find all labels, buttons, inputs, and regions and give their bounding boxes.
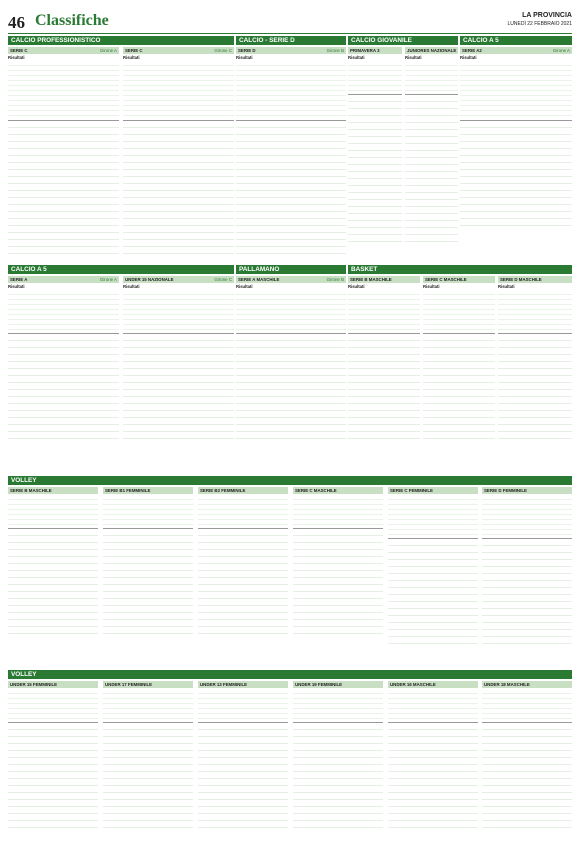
results-list <box>236 61 346 117</box>
group-header: UNDER 13 FEMMINILE <box>198 681 288 688</box>
group-header: SERIE C FEMMINILE <box>388 487 478 494</box>
col-serie-c-c <box>123 47 234 257</box>
col-calcio-a5 <box>460 47 572 257</box>
standings-table <box>198 528 288 637</box>
results-label: Risultati <box>498 284 515 289</box>
group-header: UNDER 18 MASCHILE <box>482 681 572 688</box>
publication-date: LUNEDÌ 22 FEBBRAIO 2021 <box>507 21 572 27</box>
group-header: SERIE B2 FEMMINILE <box>198 487 288 494</box>
group-header: SERIE A2 Girone A <box>462 48 570 53</box>
standings-table <box>293 528 383 637</box>
results-list <box>405 61 458 91</box>
publication-name: LA PROVINCIA <box>522 12 572 19</box>
col-vb-9 <box>198 681 288 841</box>
group-header: UNDER 15 NAZIONALE Girone C <box>125 277 232 282</box>
band-giovanile: CALCIO GIOVANILE <box>348 36 458 45</box>
standings-table <box>236 120 346 257</box>
page-header <box>8 7 572 34</box>
group-header: UNDER 15 FEMMINILE <box>8 681 98 688</box>
group-header: SERIE C MASCHILE <box>293 487 383 494</box>
col-vb-1 <box>8 487 98 657</box>
group-header: SERIE C MASCHILE <box>423 276 495 283</box>
band-basket: BASKET <box>348 265 572 274</box>
standings-table <box>348 94 402 245</box>
col-vb-12 <box>482 681 572 841</box>
section-title: Classifiche <box>35 12 109 29</box>
col-vb-6 <box>482 487 572 657</box>
results-list <box>293 495 383 525</box>
standings-table <box>405 94 458 245</box>
results-list <box>8 689 98 719</box>
results-list <box>8 495 98 525</box>
col-under15 <box>123 276 234 466</box>
col-pallamano <box>236 276 346 466</box>
results-label: Risultati <box>423 284 440 289</box>
standings-table <box>236 333 346 444</box>
results-list <box>498 290 572 330</box>
col-juniores <box>405 47 458 257</box>
results-label: Risultati <box>123 284 140 289</box>
band-calcio-a5: CALCIO A 5 <box>460 36 572 45</box>
standings-table <box>123 333 234 444</box>
group-header: SERIE B MASCHILE <box>348 276 420 283</box>
results-list <box>198 495 288 525</box>
standings-table <box>482 538 572 647</box>
standings-table <box>123 120 234 257</box>
newspaper-page <box>8 7 572 842</box>
results-label: Risultati <box>123 55 140 60</box>
col-vb-7 <box>8 681 98 841</box>
col-serie-c-a <box>8 47 119 257</box>
results-list <box>388 689 478 719</box>
results-list <box>482 495 572 535</box>
band-pallamano: PALLAMANO <box>236 265 346 274</box>
group-header: SERIE D FEMMINILE <box>482 487 572 494</box>
results-list <box>123 61 234 117</box>
results-list <box>103 495 193 525</box>
standings-table <box>348 333 420 444</box>
col-vb-4 <box>293 487 383 657</box>
band-volley: VOLLEY <box>8 476 572 485</box>
col-basket-c <box>423 276 495 466</box>
group-header: SERIE D Girone B <box>238 48 344 53</box>
standings-table <box>198 722 288 831</box>
band-calcio-a5-2: CALCIO A 5 <box>8 265 234 274</box>
group-header: PRIMAVERA 3 <box>348 47 402 54</box>
group-header: UNDER 16 MASCHILE <box>388 681 478 688</box>
group-header: SERIE A MASCHILE Girone B <box>238 277 344 282</box>
results-list <box>8 290 119 330</box>
results-label: Risultati <box>236 55 253 60</box>
results-list <box>348 290 420 330</box>
col-a5-serie-a <box>8 276 119 466</box>
results-label: Risultati <box>8 284 25 289</box>
standings-table <box>388 722 478 831</box>
results-label: Risultati <box>348 55 365 60</box>
col-vb-2 <box>103 487 193 657</box>
results-list <box>388 495 478 535</box>
standings-table <box>8 120 119 257</box>
results-list <box>293 689 383 719</box>
group-header: SERIE C Girone C <box>125 48 232 53</box>
results-list <box>460 61 572 117</box>
results-label: Risultati <box>236 284 253 289</box>
results-list <box>123 290 234 330</box>
results-list <box>348 61 402 91</box>
standings-table <box>8 722 98 831</box>
group-header: SERIE C Girone A <box>10 48 117 53</box>
standings-table <box>8 333 119 444</box>
results-label: Risultati <box>460 55 477 60</box>
standings-table <box>103 722 193 831</box>
col-serie-d <box>236 47 346 257</box>
col-vb-5 <box>388 487 478 657</box>
standings-table <box>460 120 572 229</box>
standings-table <box>293 722 383 831</box>
page-number: 46 <box>8 13 25 32</box>
results-list <box>423 290 495 330</box>
col-primavera <box>348 47 402 257</box>
results-list <box>103 689 193 719</box>
results-list <box>482 689 572 719</box>
standings-table <box>423 333 495 444</box>
band-serie-d: CALCIO - SERIE D <box>236 36 346 45</box>
col-vb-11 <box>388 681 478 841</box>
results-label: Risultati <box>8 55 25 60</box>
standings-table <box>388 538 478 647</box>
group-header: JUNIORES NAZIONALE <box>407 48 457 53</box>
group-header: SERIE B1 FEMMINILE <box>103 487 193 494</box>
col-basket-b <box>348 276 420 466</box>
group-header: UNDER 17 FEMMINILE <box>103 681 193 688</box>
standings-table <box>482 722 572 831</box>
results-list <box>236 290 346 330</box>
results-label: Risultati <box>405 55 422 60</box>
results-label: Risultati <box>348 284 365 289</box>
results-list <box>198 689 288 719</box>
results-list <box>8 61 119 117</box>
group-header: SERIE A Girone A <box>10 277 117 282</box>
standings-table <box>498 333 572 444</box>
group-header: SERIE D MASCHILE <box>498 276 572 283</box>
col-vb-8 <box>103 681 193 841</box>
col-vb-10 <box>293 681 383 841</box>
publication-info <box>508 12 572 28</box>
band-calcio-pro: CALCIO PROFESSIONISTICO <box>8 36 234 45</box>
group-header: SERIE B MASCHILE <box>8 487 98 494</box>
standings-table <box>8 528 98 637</box>
standings-table <box>103 528 193 637</box>
group-header: UNDER 19 FEMMINILE <box>293 681 383 688</box>
band-volley-2: VOLLEY <box>8 670 572 679</box>
col-basket-d <box>498 276 572 466</box>
col-vb-3 <box>198 487 288 657</box>
